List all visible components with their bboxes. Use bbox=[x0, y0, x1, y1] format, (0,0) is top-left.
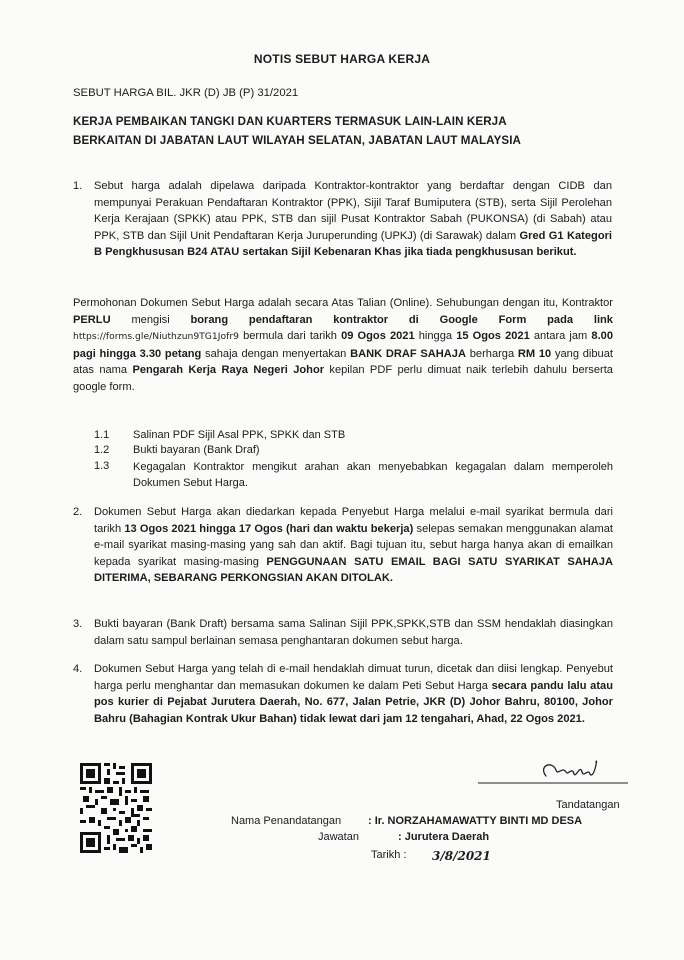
online-text-7: berharga bbox=[469, 347, 515, 360]
signature-label: Tandatangan bbox=[556, 799, 620, 811]
subitem-number: 1.2 bbox=[94, 444, 110, 456]
online-text-2: mengisi bbox=[131, 313, 170, 326]
subject-line-2: BERKAITAN DI JABATAN LAUT WILAYAH SELATAN, JABATAN LAUT MALAYSIA bbox=[73, 134, 522, 147]
online-text-1: Permohonan Dokumen Sebut Harga adalah secara Atas Talian (Online). Sehubungan dengan itu, Kontraktor bbox=[73, 297, 613, 309]
online-end-date: 15 Ogos 2021 bbox=[456, 330, 530, 343]
quotation-reference: SEBUT HARGA BIL. JKR (D) JB (P) 31/2021 bbox=[73, 87, 299, 99]
section-2-email-rule: PENGGUNAAN SATU EMAIL BAGI SATU SYARIKAT SAHAJA DITERIMA, SEBARANG PERKONGSIAN AKAN DITOLAK. bbox=[94, 555, 613, 585]
subitem-number: 1.3 bbox=[94, 460, 110, 472]
subitem-text: Salinan PDF Sijil Asal PPK, SPKK dan STB bbox=[133, 429, 346, 441]
online-text-6: sahaja dengan menyertakan bbox=[205, 347, 347, 360]
subject-heading bbox=[73, 112, 633, 150]
section-1-grade: Gred G1 Kategori B Pengkhususan B24 ATAU sertakan Sijil Kebenaran Khas jika tiada pengkhususan berikut. bbox=[94, 229, 612, 259]
online-text-8: yang dibuat atas nama bbox=[73, 347, 613, 377]
section-2-number: 2. bbox=[73, 506, 83, 518]
handwritten-signature bbox=[478, 752, 628, 792]
section-1-body: Sebut harga adalah dipelawa daripada Kontraktor-kontraktor yang berdaftar dengan CIDB dan mempunyai Perakuan Pendaftaran Kontraktor (PPK), Sijil Taraf Bumiputera (STB), serta Sijil Perolehan Kerja Kerajaan (SPKK) atau PPK, STB dan sijil Pusat Kontraktor Sabah (PUKONSA) (di Sabah) atau PPK, STB dan Sijil Unit Pendaftaran Kerja Juruperunding (UPKJ) (di Sarawak) dalam bbox=[94, 180, 612, 242]
online-payee: Pengarah Kerja Raya Negeri Johor bbox=[132, 364, 325, 377]
section-2-text-2: selepas semakan menggunakan alamat e-mail syarikat masing-masing yang sah dan aktif. Bagi tujuan itu, sebut harga hanya akan di emailkan kepada syarikat masing-masing bbox=[94, 522, 613, 568]
online-bold-perlu: PERLU bbox=[73, 313, 111, 326]
section-1-number: 1. bbox=[73, 180, 83, 192]
subitem-number: 1.1 bbox=[94, 429, 110, 441]
section-4-text bbox=[94, 661, 613, 727]
date-value: 3/8/2021 bbox=[432, 849, 491, 863]
online-bold-google-form: borang pendaftaran kontraktor di Google Form pada link bbox=[190, 313, 613, 326]
online-text-9: kepilan PDF perlu dimuat naik terlebih dahulu berserta google form. bbox=[73, 364, 613, 393]
online-start-date: 09 Ogos 2021 bbox=[341, 330, 415, 343]
section-1-text bbox=[94, 178, 612, 261]
online-price: RM 10 bbox=[517, 347, 552, 360]
notice-title: NOTIS SEBUT HARGA KERJA bbox=[253, 52, 431, 66]
qr-code bbox=[80, 762, 152, 854]
online-bank-draft: BANK DRAF SAHAJA bbox=[350, 347, 466, 360]
online-hours: 8.00 pagi hingga 3.30 petang bbox=[73, 330, 613, 360]
online-text-5: antara jam bbox=[533, 330, 588, 343]
signer-name-label: Nama Penandatangan bbox=[231, 815, 342, 827]
date-label: Tarikh : bbox=[371, 849, 407, 861]
section-3-number: 3. bbox=[73, 618, 83, 630]
position-value: : Jurutera Daerah bbox=[398, 831, 490, 843]
online-text-4: hingga bbox=[418, 330, 453, 343]
section-4-delivery: secara pandu lalu atau pos kurier di Pejabat Jurutera Daerah, No. 677, Jalan Petrie, JKR (D) Johor Bahru, 80100, Johor Bahru (Bahagian Kontrak Ukur Bahan) tidak lewat dari jam 12 tengahari, Ahad, 22 Ogos 2021. bbox=[94, 679, 613, 725]
section-3-text: Bukti bayaran (Bank Draft) bersama sama Salinan Sijil PPK,SPKK,STB dan SSM hendaklah diasingkan dalam satu sampul berlainan semasa penghantaran dokumen sebut harga. bbox=[94, 618, 613, 647]
subitem-text: Bukti bayaran (Bank Draf) bbox=[133, 444, 260, 456]
section-2-text bbox=[94, 504, 613, 587]
section-4-text-1: Dokumen Sebut Harga yang telah di e-mail hendaklah dimuat turun, dicetak dan diisi lengkap. Penyebut harga perlu menghantar dan memasukan dokumen ke dalam Peti Sebut Harga bbox=[94, 663, 613, 692]
google-form-link[interactable]: https://forms.gle/Niuthzun9TG1Jofr9 bbox=[73, 331, 239, 343]
section-4-number: 4. bbox=[73, 663, 83, 675]
subject-line-1: KERJA PEMBAIKAN TANGKI DAN KUARTERS TERMASUK LAIN-LAIN KERJA bbox=[73, 115, 507, 128]
subitem-text: Kegagalan Kontraktor mengikut arahan akan menyebabkan kegagalan dalam memperoleh Dokumen Sebut Harga. bbox=[133, 461, 613, 489]
signer-name-value: : Ir. NORZAHAMAWATTY BINTI MD DESA bbox=[368, 815, 583, 827]
online-application-paragraph bbox=[73, 295, 613, 396]
section-2-dates: 13 Ogos 2021 hingga 17 Ogos (hari dan waktu bekerja) bbox=[124, 522, 414, 535]
online-text-3: bermula dari tarikh bbox=[243, 330, 337, 343]
position-label: Jawatan bbox=[318, 831, 359, 843]
section-2-text-1: Dokumen Sebut Harga akan diedarkan kepada Penyebut Harga melalui e-mail syarikat bermula dari tarikh bbox=[94, 506, 613, 535]
